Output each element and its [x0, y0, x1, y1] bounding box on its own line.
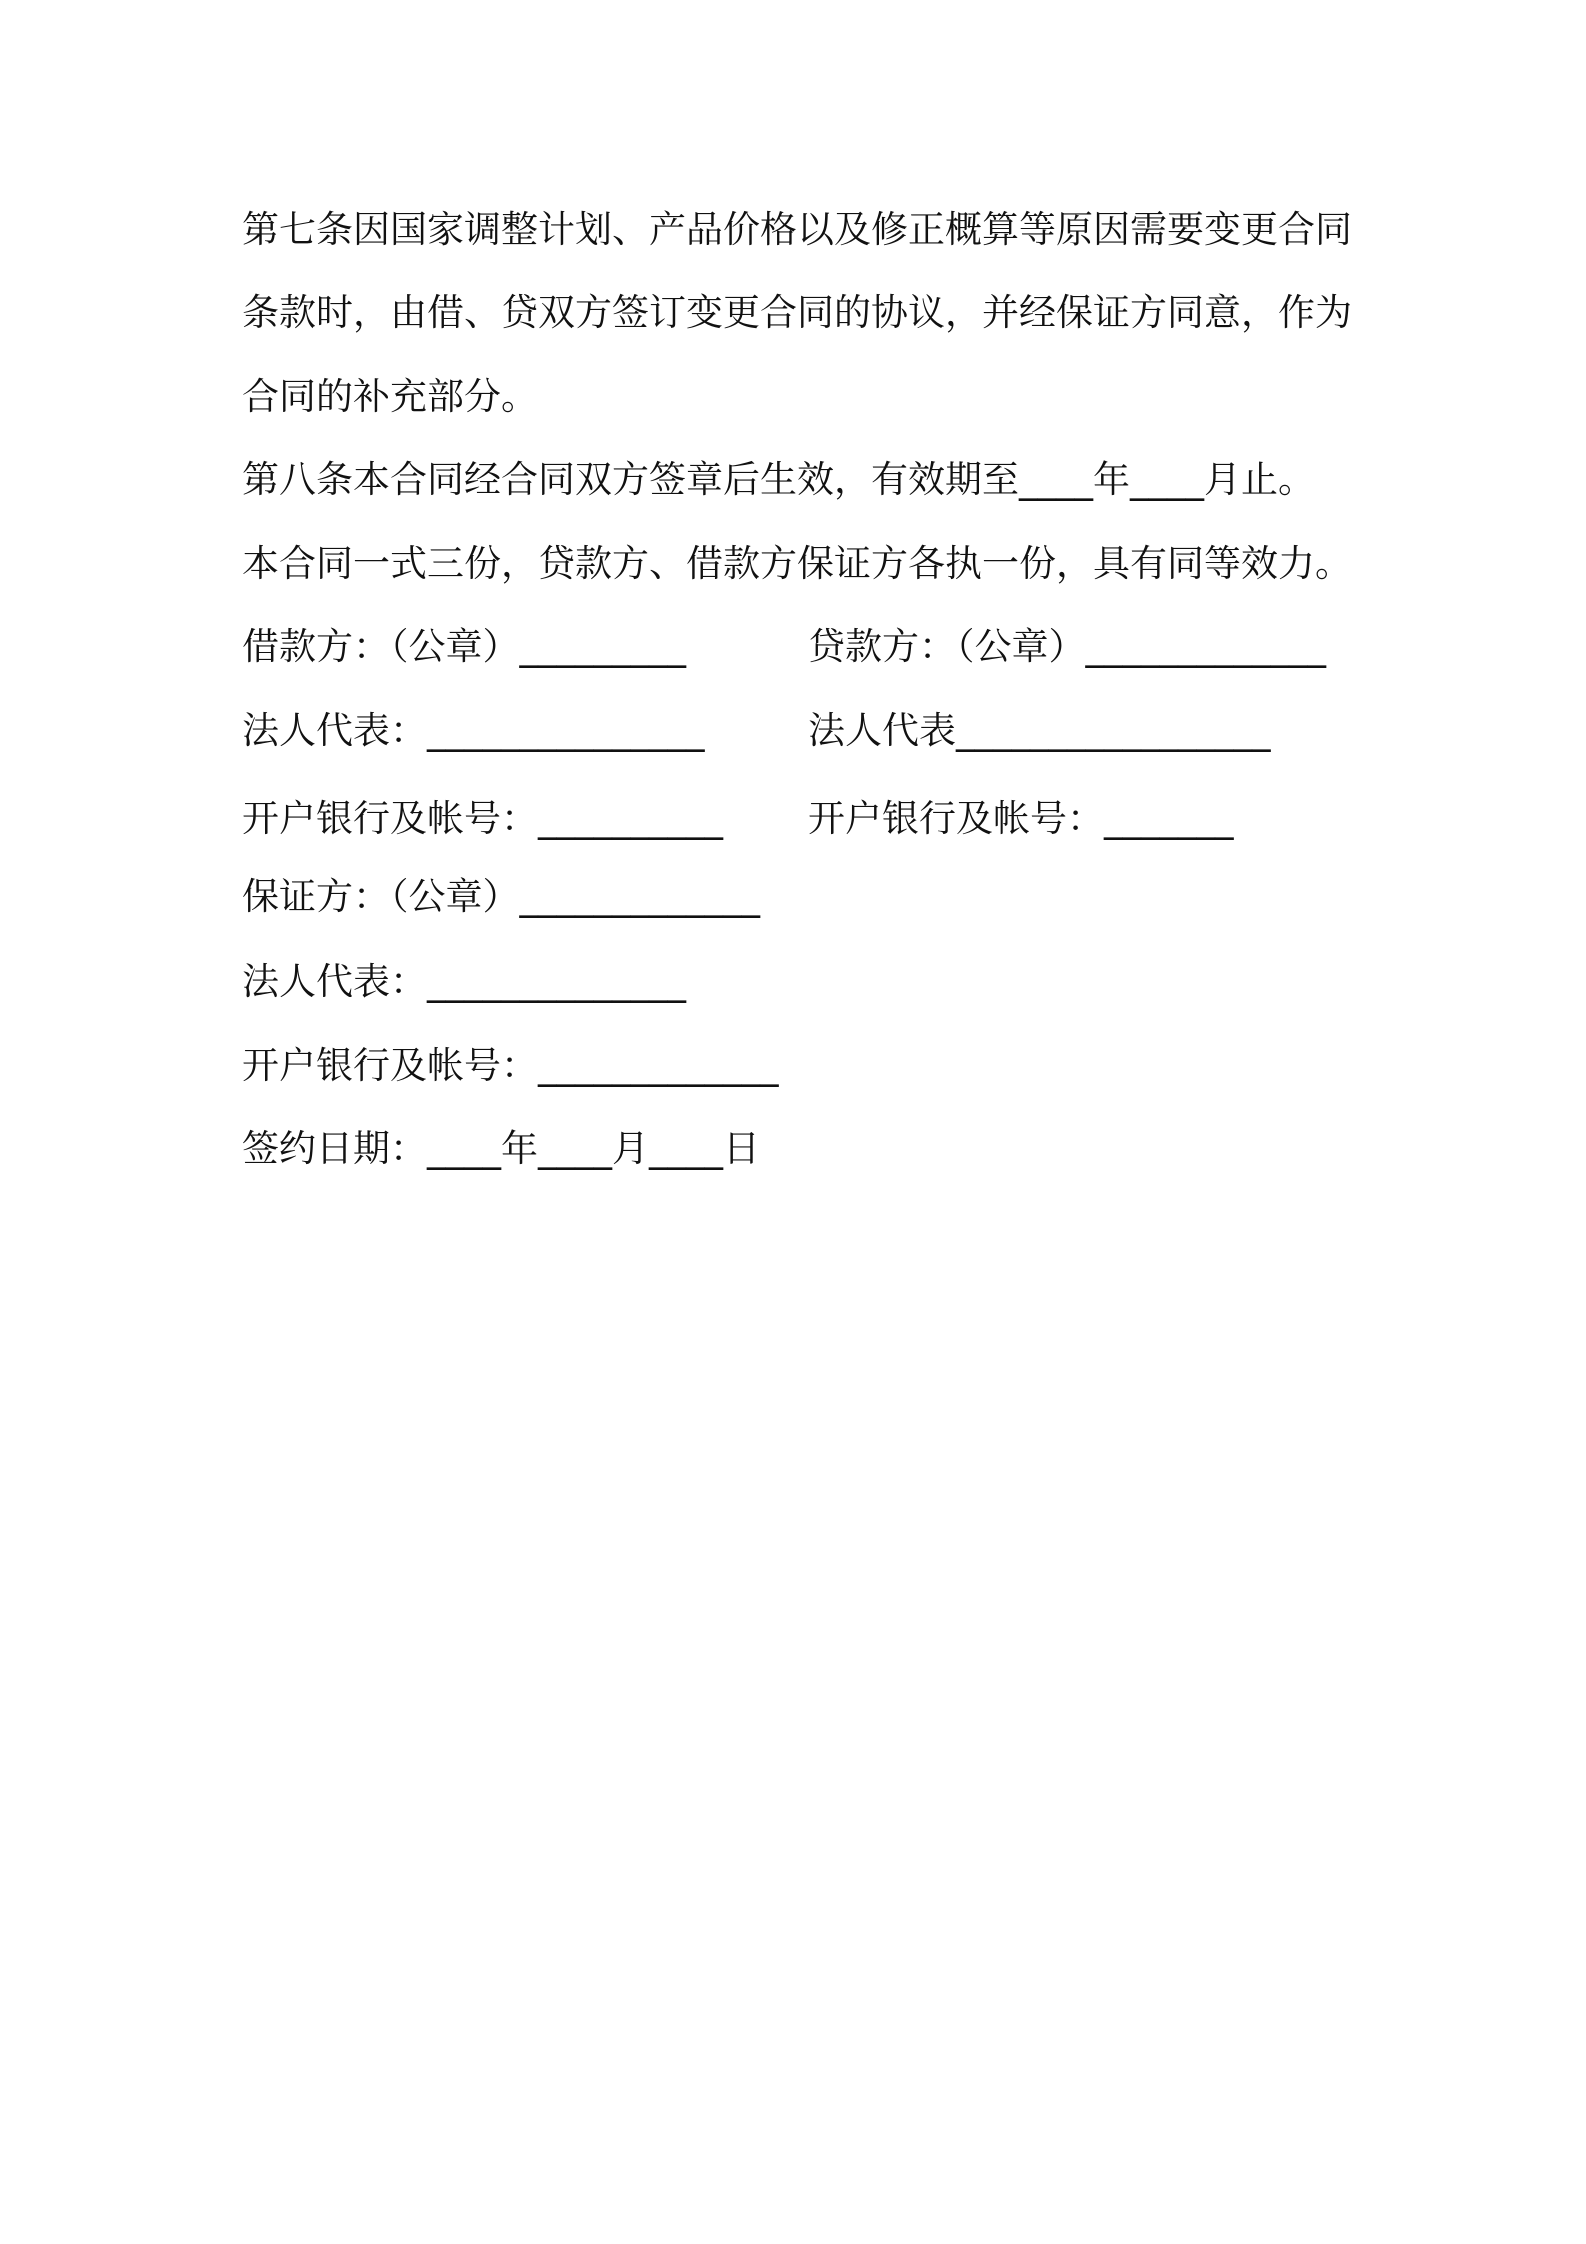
signing-date: 签约日期：____年____月____日: [242, 1127, 760, 1170]
guarantor-seal: 保证方：（公章）_____________: [242, 875, 760, 918]
guarantor-legal-rep: 法人代表：______________: [242, 960, 686, 1003]
article8-line1: 第八条本合同经合同双方签章后生效，有效期至____年____月止。: [242, 458, 1315, 501]
borrower-seal: 借款方：（公章）_________: [242, 625, 686, 668]
borrower-legal-rep: 法人代表：_______________: [242, 709, 705, 752]
borrower-bank-account: 开户银行及帐号：__________: [242, 797, 723, 840]
article7-line1: 第七条因国家调整计划、产品价格以及修正概算等原因需要变更合同: [242, 208, 1352, 251]
lender-legal-rep: 法人代表_________________: [808, 709, 1271, 752]
article7-line2: 条款时，由借、贷双方签订变更合同的协议，并经保证方同意，作为: [242, 291, 1352, 334]
article7-line3: 合同的补充部分。: [242, 375, 538, 418]
guarantor-bank-account: 开户银行及帐号：_____________: [242, 1044, 779, 1087]
lender-bank-account: 开户银行及帐号：_______: [808, 797, 1234, 840]
lender-seal: 贷款方：（公章）_____________: [808, 625, 1326, 668]
article8-line2: 本合同一式三份，贷款方、借款方保证方各执一份，具有同等效力。: [242, 542, 1352, 585]
